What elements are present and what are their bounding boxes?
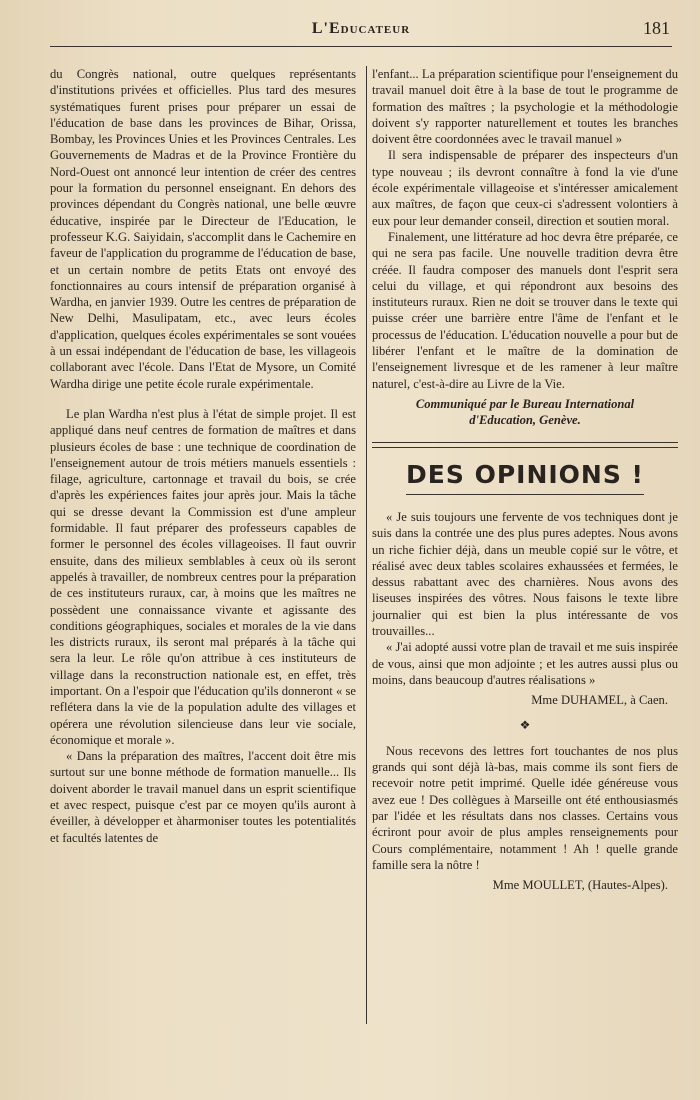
- ornament-icon: ❖: [519, 717, 531, 732]
- journal-title: L'Educateur: [311, 20, 411, 37]
- paragraph-continuation: l'enfant... La préparation scientifique pour l'enseignement du travail manuel doit être à la base de tout le programme de formation des maîtres ; la psychologie et la méthodologie doivent s'y rapporter naturellement et toutes les branches doivent être coordonnées avec le travail manuel »: [372, 67, 678, 147]
- section-divider: [372, 442, 678, 448]
- right-column: [372, 66, 678, 893]
- running-head: [50, 18, 672, 47]
- paragraph-inspecteurs: Il sera indispensable de préparer des inspecteurs d'un type nouveau ; ils devront connaître à fond la vie d'une école expérimentale villageoise et s'intéresser amicalement aux maîtres, de façon que ceux-ci s'adressent volontiers à eux pour leur demander conseil, direction et soutien moral.: [372, 148, 678, 228]
- column-divider: [366, 66, 367, 1024]
- credit-line-1: Communiqué par le Bureau International: [415, 396, 635, 411]
- paragraph-preparation-maitres: « Dans la préparation des maîtres, l'accent doit être mis surtout sur une bonne méthode de formation manuelle... Ils doivent aborder le travail manuel dans un esprit scientifique et avec respect, puisque c'est par ce moyen qu'ils auront à éveiller, à développer et àharmoniser toutes les potentialités et facultés latentes de: [50, 749, 356, 845]
- credit-line-2: d'Education, Genève.: [469, 412, 581, 427]
- signature-moullet: Mme MOULLET, (Hautes-Alpes).: [492, 878, 668, 893]
- paragraph-litterature: Finalement, une littérature ad hoc devra être préparée, ce qui ne sera pas facile. Une nouvelle tradition devra être créée. Il faudra composer des manuels dont l'esprit sera celui du village, et qui répondront aux besoins des instituteurs ruraux. Rien ne doit se trouver dans le texte qui puisse créer une barrière entre l'âme de l'enfant et le processus de l'éducation. L'éducation nouvelle a pour but de libérer l'enfant et le maître de la domination de l'enseignement livresque et de les ramener à leur maître naturel, c'est-à-dire au Livre de la Vie.: [372, 229, 678, 391]
- section-title: [372, 460, 678, 495]
- paragraph-congres: du Congrès national, outre quelques représentants d'institutions privées et officielles. Plus tard des mesures systématiques furent prises pour préparer un essai de l'éducation de base dans les provinces de Bihar, Orissa, Bombay, les Provinces Unies et les Provinces Centrales. Les Gouvernements de Madras et de la Province Frontière du Nord-Ouest ont annoncé leur intention de créer des centres pour la formation du personnel enseignant. En dehors des provinces dépendant du Congrès national, une belle œuvre éducative, inspirée par le Directeur de l'Education, le professeur K.G. Saiyidain, s'accomplit dans le Cachemire en faveur de l'application du programme de l'éducation de base, et un certain nombre de petits Etats ont envoyé des fonctionnaires au cours intensif de préparation organisé à Wardha, en janvier 1939. Outre les centres de préparation de New Delhi, Masulipatam, etc., avec leurs écoles d'application, quelques écoles expérimentales se sont vouées à un essai indépendant de l'éducation de base, les villageois collaborant avec l'école. Dans l'Etat de Mysore, un Comité Wardha dirige une petite école rurale expérimentale.: [50, 67, 356, 391]
- signature-duhamel: Mme DUHAMEL, à Caen.: [531, 693, 668, 708]
- opinion-moullet: Nous recevons des lettres fort touchantes de nos plus grands qui sont déjà là-bas, mais comme ils sont fiers de recevoir notre petit imprimé. Quelle idée généreuse vous avez eue ! Des collègues à Marseille ont été enthousiasmés par l'idée et les résultats dans nos classes. Certains vous écriront pour avoir de plus amples renseignements pour Cours complémentaire, notamment ! Ah ! quelle grande famille sera la nôtre !: [372, 743, 678, 872]
- paragraph-plan-wardha: Le plan Wardha n'est plus à l'état de simple projet. Il est appliqué dans neuf centres de formation de maîtres et dans plusieurs écoles de base : une technique de coordination de l'enseignement autour de trois métiers manuels essentiels : filage, agriculture, cartonnage et travail du bois, se crée d'après les expériences faites jour après jour. Mais la tâche qui se dresse devant la Commission est d'une ampleur formidable. Il faut préparer des professeurs capables de former le personnel des écoles villageoises. Il faut ouvrir ensuite, dans des milieux semblables à ceux où ils seront appelés à travailler, de nombreux centres pour la préparation de ces instituteurs ruraux, car, à moins que les maîtres ne possèdent une connaissance vivante et agissante des conditions géographiques, sociales et morales de la vie dans les districts ruraux, ils seront mal préparés à la tâche qui sera la leur. Le rôle qu'on attribue à ces instituteurs de village dans la reconstruction nationale est, en effet, très important. On a l'espoir que l'éducation qu'ils donneront « se reflétera dans la vie de la population adulte des villages et opérera une révolution silencieuse dans leur vie sociale, économique et morale ».: [50, 406, 356, 747]
- left-column: [50, 66, 356, 846]
- opinion-duhamel-part1: « Je suis toujours une fervente de vos techniques dont je suis dans la contrée une des plus pures adeptes. Nous avons un riche fichier déjà, dans un meuble copié sur le vôtre, et réalisé avec deux tables scolaires exhaussées et fermées, le dessus rabattant avec des charnières. Nous avons des liseuses inspirées des vôtres. Nous faisons le texte libre journalier qui est bien la plus intéressante de vos trouvailles...: [372, 509, 678, 639]
- credit-line: [372, 396, 678, 428]
- opinion-duhamel-part2: « J'ai adopté aussi votre plan de travail et me suis inspirée de vous, ainsi que mon adjointe ; et les autres aussi plus ou moins, dans beaucoup d'autres réalisations »: [372, 640, 678, 687]
- section-title-text: DES OPINIONS !: [406, 460, 644, 495]
- page-number: 181: [643, 18, 670, 38]
